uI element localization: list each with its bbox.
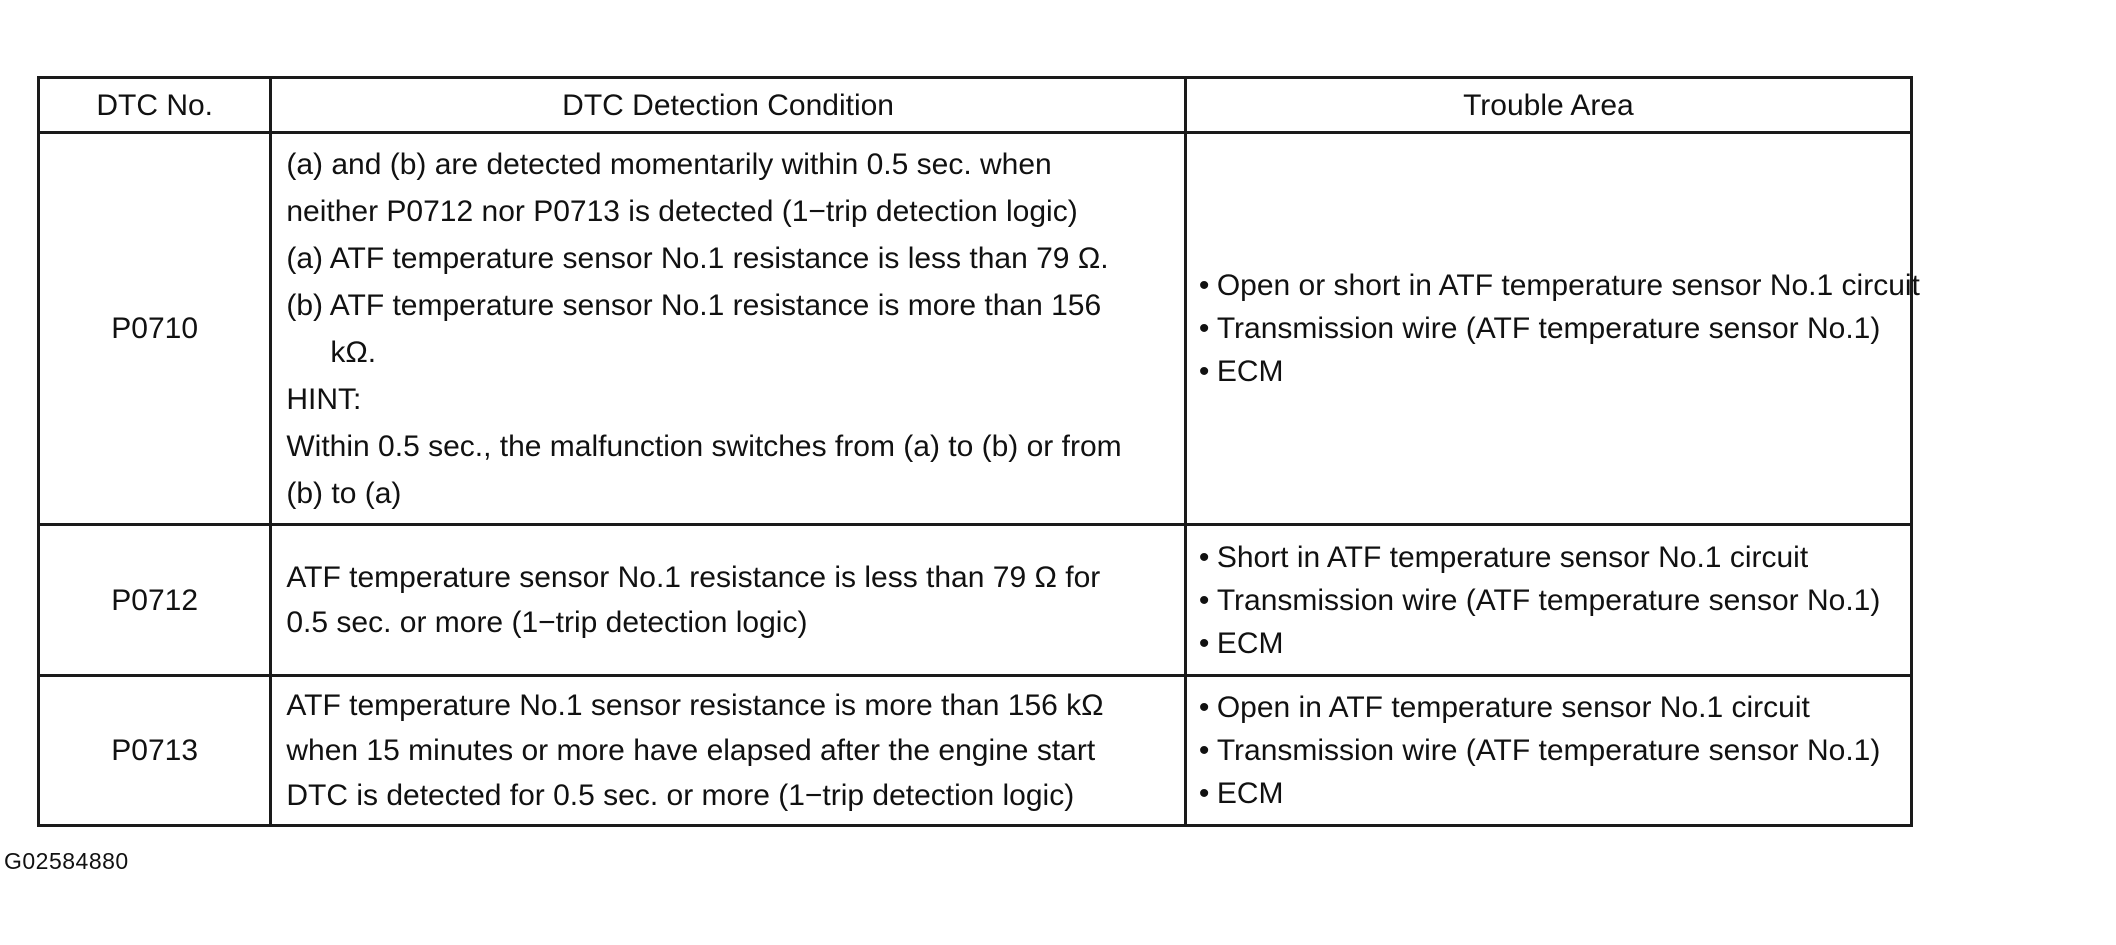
condition-line: (b) to (a) bbox=[286, 476, 402, 510]
header-trouble-area: Trouble Area bbox=[1185, 78, 1911, 133]
condition-line: ATF temperature sensor No.1 resistance is less than 79 Ω for bbox=[286, 561, 1101, 594]
dtc-number: P0710 bbox=[39, 133, 271, 525]
trouble-area-item bbox=[1199, 307, 1898, 350]
hint-label: HINT: bbox=[286, 382, 362, 416]
header-detection-condition: DTC Detection Condition bbox=[271, 78, 1185, 133]
condition-line: when 15 minutes or more have elapsed after the engine start bbox=[286, 734, 1096, 767]
trouble-area-item bbox=[1199, 350, 1898, 393]
trouble-area-text: ECM bbox=[1216, 777, 1284, 810]
trouble-area-text: Transmission wire (ATF temperature sensor No.1) bbox=[1216, 734, 1881, 767]
detection-condition bbox=[271, 676, 1185, 826]
bullet-icon: • bbox=[1198, 626, 1210, 660]
bullet-icon: • bbox=[1198, 355, 1210, 388]
table-row bbox=[39, 525, 1912, 676]
trouble-area-text: Open or short in ATF temperature sensor No.1 circuit bbox=[1216, 269, 1920, 302]
trouble-area-item bbox=[1199, 729, 1898, 772]
table-row bbox=[39, 133, 1912, 525]
trouble-area-text: Transmission wire (ATF temperature sensor No.1) bbox=[1216, 312, 1881, 345]
condition-line: ATF temperature No.1 sensor resistance is more than 156 kΩ bbox=[286, 689, 1104, 722]
dtc-number: P0712 bbox=[39, 525, 271, 676]
table-header-row bbox=[39, 78, 1912, 133]
trouble-area bbox=[1185, 133, 1920, 525]
bullet-icon: • bbox=[1198, 691, 1210, 724]
condition-line: DTC is detected for 0.5 sec. or more (1−trip detection logic) bbox=[286, 779, 1075, 812]
condition-line: (a) ATF temperature sensor No.1 resistance is less than 79 Ω. bbox=[286, 241, 1109, 275]
trouble-area-text: Short in ATF temperature sensor No.1 circuit bbox=[1216, 540, 1809, 574]
bullet-icon: • bbox=[1198, 312, 1210, 345]
condition-line: neither P0712 nor P0713 is detected (1−trip detection logic) bbox=[286, 194, 1078, 228]
trouble-area-text: Transmission wire (ATF temperature sensor No.1) bbox=[1216, 583, 1881, 617]
trouble-area-item bbox=[1199, 772, 1898, 815]
trouble-area-item bbox=[1199, 536, 1898, 579]
condition-line: kΩ. bbox=[330, 335, 377, 369]
bullet-icon: • bbox=[1198, 734, 1210, 767]
bullet-icon: • bbox=[1198, 540, 1210, 574]
trouble-area-text: ECM bbox=[1216, 355, 1284, 388]
bullet-icon: • bbox=[1198, 777, 1210, 810]
figure-id: G02584880 bbox=[4, 848, 129, 874]
trouble-area-text: ECM bbox=[1216, 626, 1284, 660]
header-dtc-no: DTC No. bbox=[39, 78, 271, 133]
trouble-area-item bbox=[1199, 686, 1898, 729]
bullet-icon: • bbox=[1198, 269, 1210, 302]
trouble-area bbox=[1185, 525, 1911, 676]
trouble-area-item bbox=[1198, 264, 1920, 307]
condition-line: (a) and (b) are detected momentarily within 0.5 sec. when bbox=[286, 147, 1052, 181]
table-row bbox=[39, 676, 1912, 826]
dtc-number: P0713 bbox=[39, 676, 271, 826]
bullet-icon: • bbox=[1198, 583, 1210, 617]
trouble-area-text: Open in ATF temperature sensor No.1 circuit bbox=[1216, 691, 1810, 724]
condition-line: (b) ATF temperature sensor No.1 resistance is more than 156 bbox=[286, 288, 1102, 322]
condition-line: Within 0.5 sec., the malfunction switches from (a) to (b) or from bbox=[286, 429, 1122, 463]
detection-condition bbox=[271, 133, 1185, 525]
trouble-area-item bbox=[1199, 622, 1898, 665]
detection-condition bbox=[271, 525, 1185, 676]
dtc-table bbox=[37, 76, 1920, 827]
condition-line: 0.5 sec. or more (1−trip detection logic) bbox=[286, 606, 808, 639]
trouble-area-item bbox=[1199, 579, 1898, 622]
trouble-area bbox=[1185, 676, 1911, 826]
